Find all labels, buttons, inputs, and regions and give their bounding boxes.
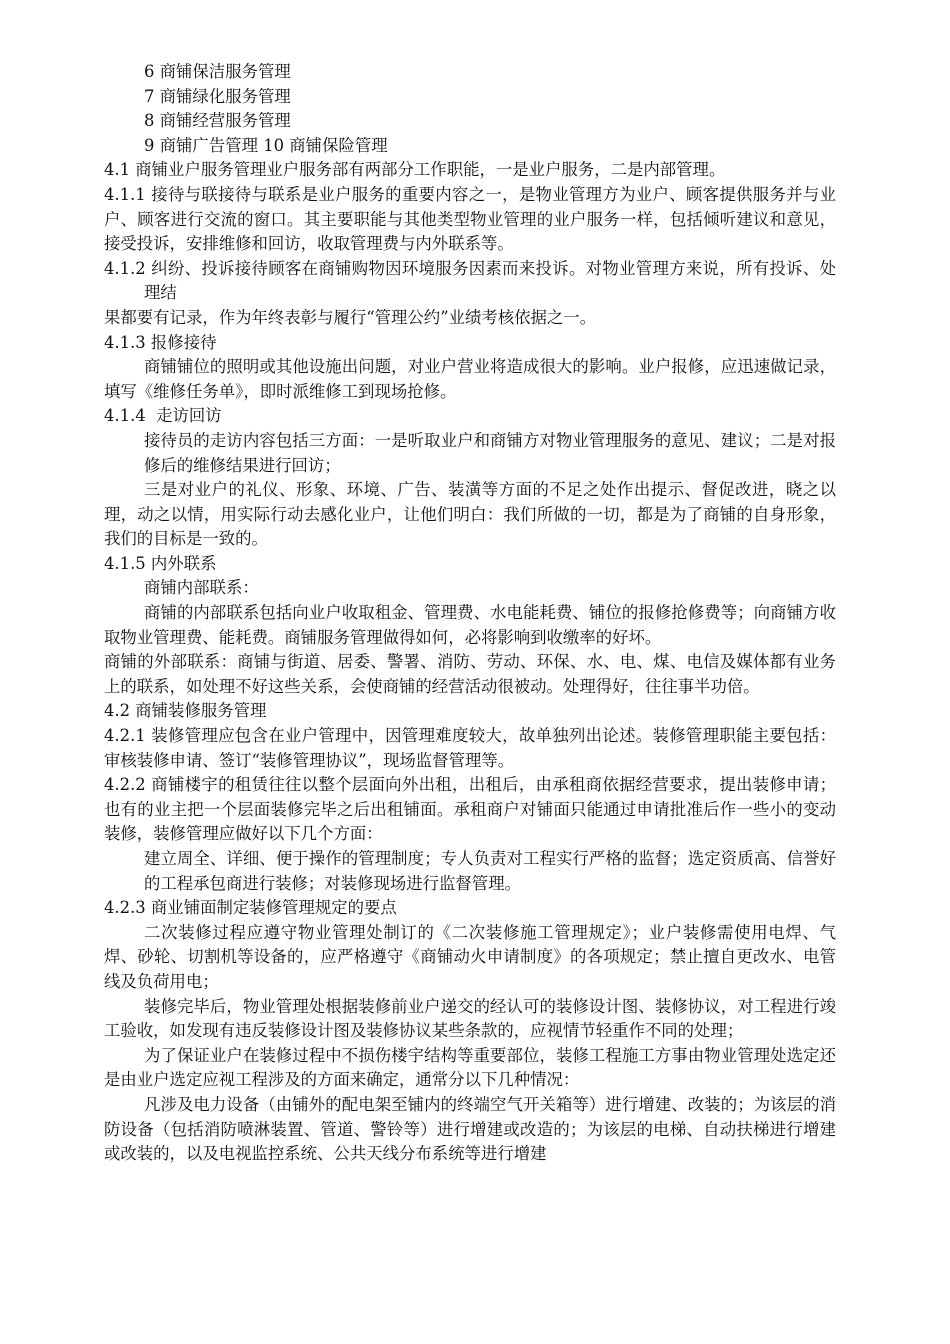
paragraph: 7 商铺绿化服务管理 [144, 86, 291, 106]
paragraph: 商铺内部联系： [144, 578, 259, 598]
paragraph: 6 商铺保洁服务管理 [144, 62, 291, 81]
paragraph: 9 商铺广告管理 10 商铺保险管理 [144, 135, 388, 155]
paragraph: 4.1.5 内外联系 [104, 553, 217, 573]
paragraph: 二次装修过程应遵守物业管理处制订的《二次装修施工管理规定》；业户装修需使用电焊、气焊、砂轮、切割机等设备的，应严格遵守《商铺动火申请制度》的各项规定；禁止擅自更改水、电管线及负荷用电； [104, 922, 836, 991]
paragraph: 商铺的外部联系：商铺与街道、居委、警署、消防、劳动、环保、水、电、煤、电信及媒体都有业务上的联系，如处理不好这些关系，会使商铺的经营活动很被动。处理得好，往往事半功倍。 [104, 652, 836, 696]
paragraph: 4.1.3 报修接待 [104, 332, 217, 352]
paragraph: 建立周全、详细、便于操作的管理制度；专人负责对工程实行严格的监督；选定资质高、信誉好的工程承包商进行装修；对装修现场进行监督管理。 [144, 849, 836, 893]
paragraph: 4.2 商铺装修服务管理 [104, 701, 267, 721]
paragraph: 凡涉及电力设备（由铺外的配电架至铺内的终端空气开关箱等）进行增建、改装的；为该层的消防设备（包括消防喷淋装置、管道、警铃等）进行增建或改造的；为该层的电梯、自动扶梯进行增建或改装的，以及电视监控系统、公共天线分布系统等进行增建 [104, 1094, 836, 1164]
paragraph: 果都要有记录，作为年终表彰与履行“管理公约”业绩考核依据之一。 [104, 307, 597, 327]
paragraph: 4.1.4 走访回访 [104, 406, 222, 426]
paragraph: 商铺铺位的照明或其他设施出问题，对业户营业将造成很大的影响。业户报修，应迅速做记录，填写《维修任务单》，即时派维修工到现场抢修。 [104, 357, 836, 401]
paragraph: 接待员的走访内容包括三方面：一是听取业户和商铺方对物业管理服务的意见、建议；二是对报修后的维修结果进行回访； [144, 430, 836, 475]
paragraph: 4.1 商铺业户服务管理业户服务部有两部分工作职能，一是业户服务，二是内部管理。 [104, 160, 726, 180]
paragraph: 8 商铺经营服务管理 [144, 111, 291, 131]
paragraph: 三是对业户的礼仪、形象、环境、广告、装潢等方面的不足之处作出提示、督促改进，晓之以理，动之以情，用实际行动去感化业户，让他们明白：我们所做的一切，都是为了商铺的自身形象，我们的目标是一致的。 [104, 480, 836, 549]
paragraph: 4.1.1 接待与联接待与联系是业户服务的重要内容之一，是物业管理方为业户、顾客提供服务并与业户、顾客进行交流的窗口。其主要职能与其他类型物业管理的业户服务一样，包括倾听建议和意见，接受投诉，安排维修和回访，收取管理费与内外联系等。 [104, 184, 836, 254]
document-body [104, 60, 836, 1167]
paragraph: 4.1.2 纠纷、投诉接待顾客在商铺购物因环境服务因素而来投诉。对物业管理方来说，所有投诉、处理结 [104, 258, 836, 303]
paragraph: 4.2.2 商铺楼宇的租赁往往以整个层面向外出租，出租后，由承租商依据经营要求，提出装修申请；也有的业主把一个层面装修完毕之后出租铺面。承租商户对铺面只能通过申请批准后作一些小的变动装修，装修管理应做好以下几个方面： [104, 775, 836, 844]
paragraph: 为了保证业户在装修过程中不损伤楼宇结构等重要部位，装修工程施工方事由物业管理处选定还是由业户选定应视工程涉及的方面来确定，通常分以下几种情况： [104, 1045, 836, 1090]
paragraph: 装修完毕后，物业管理处根据装修前业户递交的经认可的装修设计图、装修协议，对工程进行竣工验收，如发现有违反装修设计图及装修协议某些条款的，应视情节轻重作不同的处理； [104, 996, 836, 1041]
paragraph: 商铺的内部联系包括向业户收取租金、管理费、水电能耗费、铺位的报修抢修费等；向商铺方收取物业管理费、能耗费。商铺服务管理做得如何，必将影响到收缴率的好坏。 [104, 603, 836, 647]
paragraph: 4.2.3 商业铺面制定装修管理规定的要点 [104, 898, 397, 918]
paragraph: 4.2.1 装修管理应包含在业户管理中，因管理难度较大，故单独列出论述。装修管理职能主要包括：审核装修申请、签订“装修管理协议”，现场监督管理等。 [104, 726, 836, 770]
